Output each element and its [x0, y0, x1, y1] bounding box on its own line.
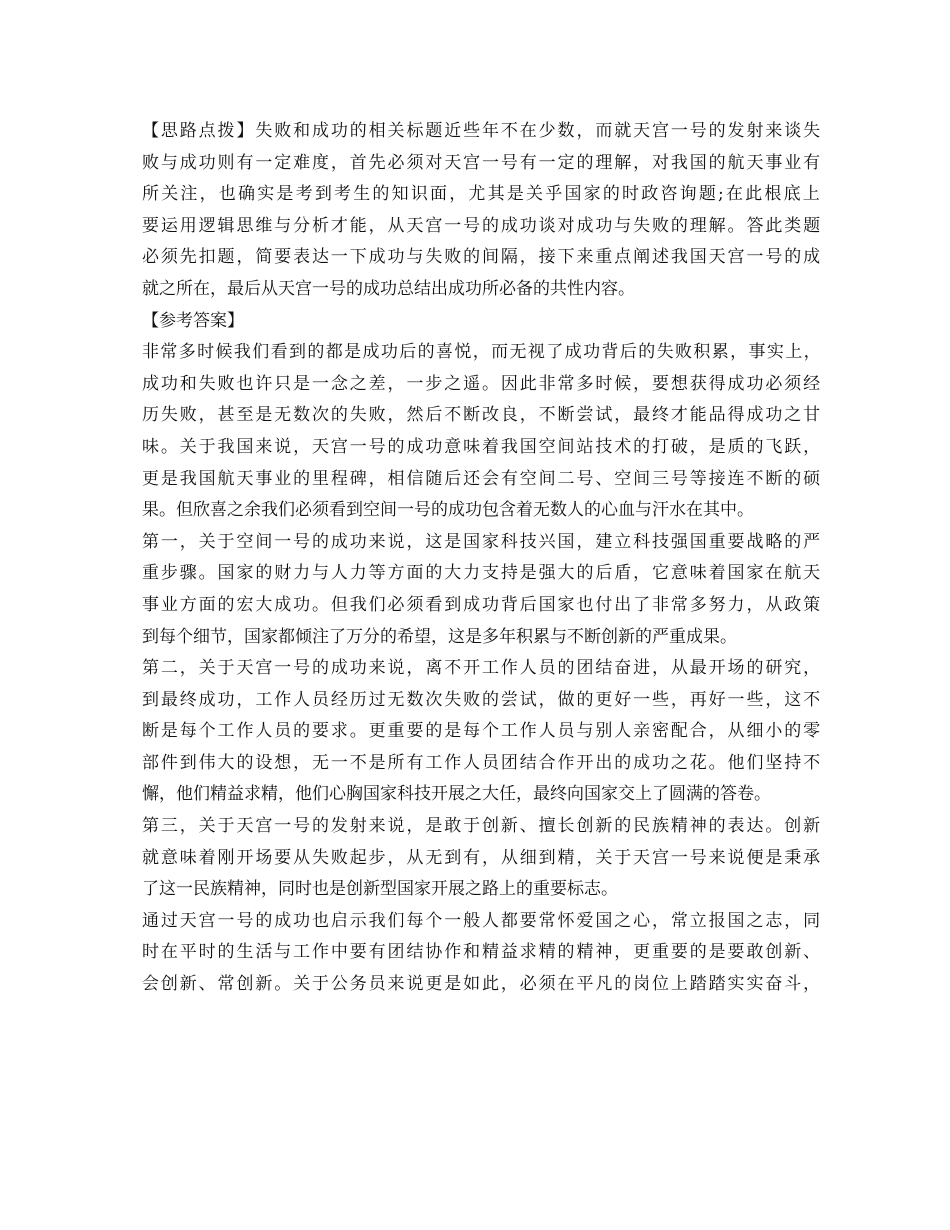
text-line: 部件到伟大的设想，无一不是所有工作人员团结合作开出的成功之花。他们坚持不 [142, 752, 822, 773]
text-line: 必须先扣题，简要表达一下成功与失败的间隔，接下来重点阐述我国天宫一号的成 [142, 247, 822, 268]
text-line: 【思路点拨】失败和成功的相关标题近些年不在少数，而就天宫一号的发射来谈失 [142, 121, 822, 141]
text-line: 第二，关于天宫一号的成功来说，离不开工作人员的团结奋进，从最开场的研究， [142, 658, 822, 679]
text-line: 到最终成功，工作人员经历过无数次失败的尝试，做的更好一些，再好一些，这不 [142, 689, 822, 710]
text-line: 历失败，甚至是无数次的失败，然后不断改良，不断尝试，最终才能品得成功之甘 [142, 405, 822, 426]
document-page [142, 116, 822, 1001]
text-line: 事业方面的宏大成功。但我们必须看到成功背后国家也付出了非常多努力，从政策 [142, 594, 822, 615]
text-line: 懈，他们精益求精，他们心胸国家科技开展之大任，最终向国家交上了圆满的答卷。 [142, 784, 771, 805]
point-two-paragraph [142, 653, 822, 811]
answer-intro-paragraph [142, 337, 822, 527]
text-line: 就之所在，最后从天宫一号的成功总结出成功所必备的共性内容。 [142, 278, 635, 299]
conclusion-paragraph [142, 906, 822, 1001]
text-line: 败与成功则有一定难度，首先必须对天宫一号有一定的理解，对我国的航天事业有 [142, 152, 822, 173]
text-line: 要运用逻辑思维与分析才能，从天宫一号的成功谈对成功与失败的理解。答此类题 [142, 215, 822, 236]
text-line: 更是我国航天事业的里程碑，相信随后还会有空间二号、空间三号等接连不断的硕 [142, 468, 822, 489]
text-line: 第三，关于天宫一号的发射来说，是敢于创新、擅长创新的民族精神的表达。创新 [142, 816, 822, 837]
text-line: 味。关于我国来说，天宫一号的成功意味着我国空间站技术的打破，是质的飞跃， [142, 436, 822, 457]
text-line: 了这一民族精神，同时也是创新型国家开展之路上的重要标志。 [142, 879, 618, 900]
text-line: 时在平时的生活与工作中要有团结协作和精益求精的精神，更重要的是要敢创新、 [142, 942, 822, 963]
text-line: 断是每个工作人员的要求。更重要的是每个工作人员与别人亲密配合，从细小的零 [142, 721, 822, 742]
text-line: 第一，关于空间一号的成功来说，这是国家科技兴国，建立科技强国重要战略的严 [142, 531, 822, 552]
point-three-paragraph [142, 811, 822, 906]
point-one-paragraph [142, 527, 822, 653]
text-line: 非常多时候我们看到的都是成功后的喜悦，而无视了成功背后的失败积累，事实上， [142, 342, 822, 363]
text-line: 会创新、常创新。关于公务员来说更是如此，必须在平凡的岗位上踏踏实实奋斗， [142, 974, 822, 995]
reference-answer-heading [142, 306, 822, 338]
text-line: 所关注，也确实是考到考生的知识面，尤其是关乎国家的时政咨询题;在此根底上 [142, 184, 822, 205]
text-line: 成功和失败也许只是一念之差，一步之遥。因此非常多时候，要想获得成功必须经 [142, 373, 822, 394]
text-line: 就意味着刚开场要从失败起步，从无到有，从细到精，关于天宫一号来说便是秉承 [142, 847, 822, 868]
text-line: 到每个细节，国家都倾注了万分的希望，这是多年积累与不断创新的严重成果。 [142, 626, 737, 647]
text-line: 果。但欣喜之余我们必须看到空间一号的成功包含着无数人的心血与汗水在其中。 [142, 500, 754, 521]
thought-hint-paragraph [142, 116, 822, 306]
text-line: 通过天宫一号的成功也启示我们每个一般人都要常怀爱国之心，常立报国之志，同 [142, 910, 822, 931]
section-heading: 【参考答案】 [142, 310, 244, 331]
text-line: 重步骤。国家的财力与人力等方面的大力支持是强大的后盾，它意味着国家在航天 [142, 563, 822, 584]
